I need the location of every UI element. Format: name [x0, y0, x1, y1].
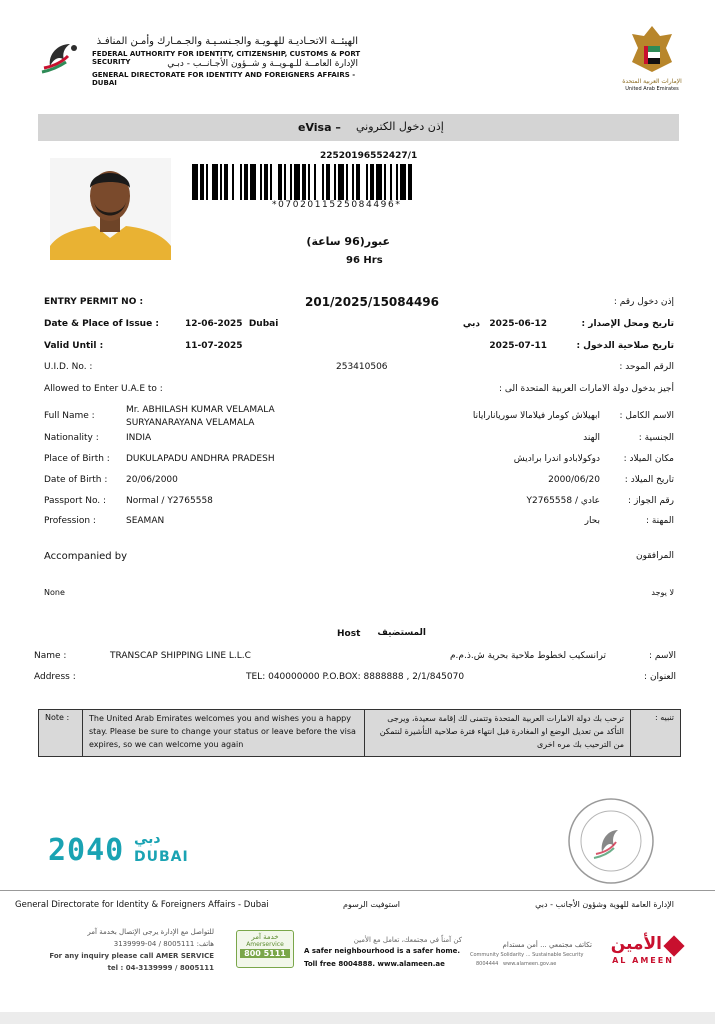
amer-service-badge	[236, 930, 294, 968]
barcode-bar	[294, 164, 300, 200]
profession-value: SEAMAN	[126, 516, 165, 526]
alameen-logo	[600, 934, 686, 970]
vision-en: DUBAI	[134, 849, 189, 865]
file-number: 22520196552427/1	[320, 151, 418, 161]
host-address-label: Address :	[34, 672, 76, 682]
host-name-value: TRANSCAP SHIPPING LINE L.L.C	[110, 651, 251, 661]
host-address-label-ar: العنوان :	[644, 672, 676, 682]
footer-divider	[0, 890, 715, 891]
barcode-bar	[264, 164, 268, 200]
birth-date-value-ar: 2000/06/20	[548, 475, 600, 485]
nationality-label: Nationality :	[44, 433, 99, 443]
entry-permit-value: 201/2025/15084496	[305, 295, 440, 309]
barcode-text: *070201152508449​6*	[272, 200, 402, 210]
passport-label-ar: رقم الجواز :	[628, 496, 674, 506]
birth-date-label-ar: تاريخ الميلاد :	[624, 475, 674, 485]
birth-date-label: Date of Birth :	[44, 475, 108, 485]
barcode-bar	[370, 164, 374, 200]
barcode-bar	[356, 164, 360, 200]
birth-place-value-ar: دوكولابادو اندرا براديش	[513, 454, 600, 464]
barcode	[192, 164, 482, 200]
barcode-bar	[192, 164, 198, 200]
barcode-bar	[290, 164, 292, 200]
valid-label-ar: تاريخ صلاحية الدخول :	[576, 341, 674, 351]
allowed-label-ar: أجيز بدخول دولة الامارات العربية المتحدة الى :	[499, 384, 674, 394]
barcode-bar	[376, 164, 382, 200]
valid-value: 11-07-2025	[185, 341, 243, 351]
barcode-bar	[314, 164, 316, 200]
barcode-bar	[400, 164, 406, 200]
authority-name-en: FEDERAL AUTHORITY FOR IDENTITY, CITIZENSHIP, CUSTOMS & PORT SECURITY	[92, 50, 361, 66]
full-name-label: Full Name :	[44, 411, 95, 421]
authority-logo	[40, 36, 86, 78]
title-bar	[38, 114, 679, 141]
barcode-bar	[278, 164, 282, 200]
alameen-logo-ar: الأمين	[610, 934, 662, 954]
uid-label: U.I.D. No. :	[44, 362, 93, 372]
amer-contact-en-2: tel : 04-3139999 / 8005111	[107, 964, 214, 972]
barcode-bar	[206, 164, 208, 200]
note-label: Note :	[45, 713, 70, 722]
barcode-bar	[200, 164, 204, 200]
host-name-label: Name :	[34, 651, 67, 661]
host-title-ar: المستضيف	[377, 628, 426, 638]
community-slogan-en: Community Solidarity ... Sustainable Security	[470, 952, 584, 958]
vision-number: 2040	[48, 833, 125, 868]
barcode-bar	[284, 164, 286, 200]
uae-label-ar: الإمارات العربية المتحدة	[622, 78, 682, 85]
vision-ar: دبي	[134, 831, 161, 847]
barcode-bar	[366, 164, 368, 200]
barcode-bar	[224, 164, 228, 200]
community-slogan-ar: تكاتف مجتمعي ... أمن مستدام	[502, 941, 592, 949]
dubai-2040-logo	[48, 833, 188, 869]
birth-date-value: 20/06/2000	[126, 475, 178, 485]
valid-label: Valid Until :	[44, 341, 104, 351]
nationality-label-ar: الجنسية :	[638, 433, 674, 443]
nationality-value-ar: الهند	[583, 433, 600, 443]
passport-value: Normal / Y2765558	[126, 496, 213, 506]
issue-label-ar: تاريخ ومحل الإصدار :	[581, 319, 674, 329]
host-name-label-ar: الاسم :	[648, 651, 676, 661]
barcode-bar	[270, 164, 272, 200]
bottom-band	[0, 1012, 715, 1024]
alameen-logo-en: AL AMEEN	[612, 956, 674, 965]
amer-contact-en-1: For any inquiry please call AMER SERVICE	[49, 952, 214, 960]
full-name-ar: ابهيلاش كومار فيلامالا سوريانارايانا	[472, 411, 600, 421]
issue-label: Date & Place of Issue :	[44, 319, 159, 329]
accompanied-label-ar: المرافقون	[635, 551, 674, 561]
valid-value-ar: 2025-07-11	[489, 341, 547, 351]
duration-ar: عبور(96 ساعة)	[306, 235, 390, 248]
profession-value-ar: بحار	[584, 516, 600, 526]
amer-badge-number: 800 5111	[240, 949, 290, 958]
directorate-name-ar: الإدارة العامــة للـهـويــة و شــؤون الأجـانــب - دبـي	[167, 59, 358, 69]
barcode-bar	[244, 164, 248, 200]
authority-name-ar: الهيئــة الاتحـاديـة للهـويـة والجـنسـيـة والجـمـارك وأمـن المنافـذ	[96, 36, 358, 47]
issue-value-ar: 2025-06-12 دبي	[462, 319, 547, 329]
title-ar: إذن دخول الكتروني	[356, 120, 444, 133]
uae-label-en: United Arab Emirates	[625, 86, 679, 92]
birth-place-label-ar: مكان الميلاد :	[623, 454, 674, 464]
note-text-en: The United Arab Emirates welcomes you and wishes you a happy stay. Please be sure to change your status or leave before the visa expires, so we can welcome you again	[89, 714, 356, 749]
barcode-bar	[232, 164, 234, 200]
full-name-line2: SURYANARAYANA VELAMALA	[126, 418, 255, 428]
barcode-bar	[260, 164, 262, 200]
birth-place-label: Place of Birth :	[44, 454, 110, 464]
alameen-slogan-en: A safer neighbourhood is a safer home.	[304, 947, 461, 955]
entry-permit-label-ar: إذن دخول رقم :	[613, 297, 674, 307]
birth-place-value: DUKULAPADU ANDHRA PRADESH	[126, 454, 275, 464]
profession-label: Profession :	[44, 516, 96, 526]
directorate-name-en: GENERAL DIRECTORATE FOR IDENTITY AND FOREIGNERS AFFAIRS - DUBAI	[92, 71, 356, 87]
alameen-logo-mark	[663, 935, 684, 956]
entry-permit-label: ENTRY PERMIT NO :	[44, 297, 144, 307]
barcode-bar	[346, 164, 348, 200]
title-en: eVisa –	[298, 121, 341, 134]
barcode-bar	[408, 164, 412, 200]
footer-left: General Directorate for Identity & Foreigners Affairs - Dubai	[15, 900, 269, 910]
footer-center: استوفيت الرسوم	[343, 900, 400, 909]
official-stamp	[566, 796, 656, 886]
accompanied-value: None	[44, 588, 65, 597]
barcode-bar	[338, 164, 344, 200]
uae-emblem	[626, 22, 678, 78]
nationality-value: INDIA	[126, 433, 152, 443]
amer-contact-ar-2: هاتف: 8005111 / 04-3139999	[113, 940, 214, 948]
barcode-bar	[390, 164, 392, 200]
community-contact: 8004444 www.alameen.gov.ae	[476, 961, 557, 967]
host-address-value: TEL: 040000000 P.O.BOX: 8888888 , 2/1/845070	[246, 672, 465, 682]
barcode-bar	[334, 164, 336, 200]
accompanied-value-ar: لا يوجد	[651, 588, 674, 597]
duration-en: 96 Hrs	[346, 255, 383, 266]
passport-value-ar: عادي / Y2765558	[526, 496, 600, 506]
barcode-bar	[240, 164, 242, 200]
issue-value: 12-06-2025 Dubai	[185, 319, 279, 329]
amer-badge-en: Amerservice	[246, 941, 284, 948]
barcode-bar	[308, 164, 310, 200]
barcode-bar	[352, 164, 354, 200]
barcode-bar	[326, 164, 330, 200]
barcode-bar	[302, 164, 306, 200]
profession-label-ar: المهنة :	[645, 516, 674, 526]
barcode-bar	[396, 164, 398, 200]
amer-badge-ar: خدمة آمر	[251, 933, 279, 941]
alameen-tollfree: Toll free 8004888. www.alameen.ae	[304, 960, 445, 968]
applicant-photo	[50, 158, 171, 260]
allowed-label: Allowed to Enter U.A.E to :	[44, 384, 163, 394]
note-text-ar: ترحب بك دولة الامارات العربية المتحدة وتتمنى لك إقامة سعيدة، ويرجى التأكد من تعديل الوضع او المغادرة قبل انتهاء فترة صلاحية التأشيرة لنتمكن من الترحيب بك مره اخرى	[379, 714, 624, 749]
amer-contact-ar-1: للتواصل مع الإدارة يرجى الإتصال بخدمة آمر	[87, 928, 214, 936]
barcode-bar	[212, 164, 218, 200]
barcode-bar	[384, 164, 386, 200]
uid-label-ar: الرقم الموحد :	[619, 362, 674, 372]
uid-value: 253410506	[336, 362, 388, 372]
note-table	[38, 709, 681, 757]
full-name-label-ar: الاسم الكامل :	[619, 411, 674, 421]
host-name-value-ar: ترانسكيب لخطوط ملاحية بحرية ش.ذ.م.م	[449, 651, 606, 661]
barcode-bar	[322, 164, 324, 200]
footer-right: الإدارة العامة للهوية وشؤون الأجانب - دبي	[535, 900, 674, 909]
barcode-bar	[220, 164, 222, 200]
accompanied-label: Accompanied by	[44, 551, 128, 562]
alameen-slogan-ar: كن آمناً في مجتمعك، تعامل مع الأمين	[353, 936, 462, 944]
passport-label: Passport No. :	[44, 496, 107, 506]
note-label-ar: تنبيه :	[655, 713, 674, 722]
full-name-line1: Mr. ABHILASH KUMAR VELAMALA	[126, 405, 275, 415]
barcode-bar	[250, 164, 256, 200]
host-title: Host	[337, 629, 361, 639]
